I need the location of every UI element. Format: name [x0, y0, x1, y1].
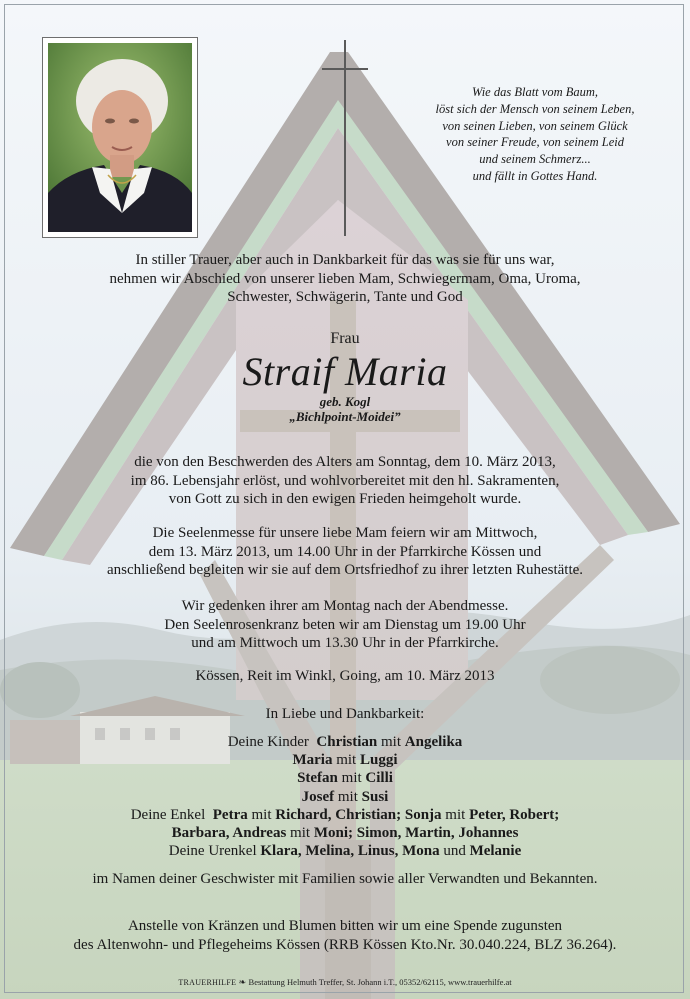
- poem-line: und fällt in Gottes Hand.: [472, 168, 598, 183]
- grandchildren-line-1: [0, 806, 690, 824]
- und-word: und: [443, 843, 466, 860]
- great-grandchild-names: Klara, Melina, Linus, Mona: [260, 843, 440, 860]
- death-notice: [0, 453, 690, 509]
- grandchild-names: Barbara, Andreas: [171, 825, 287, 842]
- child-partner: Angelika: [404, 734, 463, 750]
- salutation: Frau: [330, 330, 360, 347]
- child-partner: Luggi: [359, 752, 398, 769]
- funeral-info: [0, 524, 690, 580]
- intro-line: In stiller Trauer, aber auch in Dankbarkeit für das was sie für uns war,: [135, 252, 555, 268]
- portrait-photo: [48, 43, 192, 232]
- child-name: Josef: [301, 788, 335, 805]
- grandchild-names: Moni; Simon, Martin, Johannes: [313, 825, 519, 842]
- mit-word: mit: [445, 806, 466, 823]
- grandchild-names: Peter, Robert;: [469, 806, 560, 823]
- poem-line: Wie das Blatt vom Baum,: [471, 85, 599, 99]
- family-list: [0, 733, 690, 860]
- grandchildren-line-2: [0, 824, 690, 842]
- children-intro: Deine Kinder: [227, 734, 309, 750]
- poem-line: löst sich der Mensch von seinem Leben,: [435, 101, 635, 116]
- child-name: Christian: [316, 734, 378, 750]
- child-name: Stefan: [297, 770, 338, 787]
- intro-line: nehmen wir Abschied von unserer lieben Mam, Schwiegermam, Oma, Uroma,: [109, 270, 581, 287]
- children-line-3: [0, 769, 690, 787]
- intro-line: Schwester, Schwägerin, Tante und God: [227, 289, 463, 306]
- children-line-1: [0, 733, 690, 751]
- portrait-frame: [42, 37, 198, 238]
- intro-paragraph: [0, 251, 690, 307]
- closing-line: im Namen deiner Geschwister mit Familien sowie aller Verwandten und Bekannten.: [92, 871, 598, 887]
- great-grandchildren-intro: Deine Urenkel: [168, 843, 257, 860]
- funeral-line: Die Seelenmesse für unsere liebe Mam feiern wir am Mittwoch,: [152, 525, 538, 541]
- mit-word: mit: [290, 825, 311, 842]
- mit-word: mit: [381, 734, 402, 750]
- poem-line: von seinen Lieben, von seinem Glück: [442, 118, 628, 133]
- in-love-heading: In Liebe und Dankbarkeit:: [265, 706, 425, 722]
- grandchild-names: Richard, Christian; Sonja: [275, 806, 442, 823]
- leaf-icon: ❧: [238, 977, 247, 987]
- donation-request: [0, 917, 690, 954]
- mit-word: mit: [337, 788, 358, 805]
- death-notice-line: die von den Beschwerden des Alters am Sonntag, dem 10. März 2013,: [134, 454, 556, 470]
- child-partner: Cilli: [365, 770, 393, 787]
- remembrance-line: Wir gedenken ihrer am Montag nach der Abendmesse.: [181, 598, 509, 614]
- poem-line: und seinem Schmerz...: [479, 152, 591, 167]
- great-grandchild-names: Melanie: [469, 843, 522, 860]
- funeral-line: anschließend begleiten wir sie auf dem Ortsfriedhof zu ihrer letzten Ruhestätte.: [106, 562, 584, 579]
- remembrance-line: Den Seelenrosenkranz beten wir am Dienstag um 19.00 Uhr: [164, 616, 526, 633]
- remembrance-line: und am Mittwoch um 13.30 Uhr in der Pfarrkirche.: [191, 635, 499, 652]
- grandchildren-intro: Deine Enkel: [130, 806, 206, 823]
- footer-brand: TRAUERHILFE: [178, 978, 237, 987]
- donation-line: des Altenwohn- und Pflegeheims Kössen (RRB Kössen Kto.Nr. 30.040.224, BLZ 36.264).: [73, 936, 617, 953]
- funeral-line: dem 13. März 2013, um 14.00 Uhr in der Pfarrkirche Kössen und: [148, 543, 542, 560]
- deceased-name: Straif Maria: [242, 349, 448, 394]
- remembrance-info: [0, 597, 690, 653]
- great-grandchildren-line: [0, 842, 690, 860]
- child-partner: Susi: [361, 788, 389, 805]
- cross-icon: [322, 40, 368, 236]
- birth-name: [0, 394, 690, 424]
- donation-line: Anstelle von Kränzen und Blumen bitten wir um eine Spende zugunsten: [127, 918, 563, 934]
- nickname: „Bichlpoint-Moidei”: [289, 409, 401, 424]
- children-line-2: [0, 751, 690, 769]
- footer: [0, 977, 690, 988]
- children-line-4: [0, 788, 690, 806]
- grandchild-names: Petra: [212, 806, 248, 823]
- mit-word: mit: [251, 806, 272, 823]
- poem-line: von seiner Freude, von seinem Leid: [446, 135, 624, 150]
- death-notice-line: von Gott zu sich in den ewigen Frieden heimgeholt wurde.: [168, 491, 522, 508]
- death-notice-line: im 86. Lebensjahr erlöst, und wohlvorbereitet mit den hl. Sakramenten,: [130, 472, 560, 489]
- poem: [400, 84, 670, 185]
- place-date: Kössen, Reit im Winkl, Going, am 10. März 2013: [195, 668, 495, 684]
- footer-text: Bestattung Helmuth Treffer, St. Johann i.T., 05352/62115, www.trauerhilfe.at: [248, 977, 512, 987]
- mit-word: mit: [341, 770, 362, 787]
- child-name: Maria: [292, 752, 333, 769]
- mit-word: mit: [336, 752, 357, 769]
- maiden-name: geb. Kogl: [319, 394, 371, 409]
